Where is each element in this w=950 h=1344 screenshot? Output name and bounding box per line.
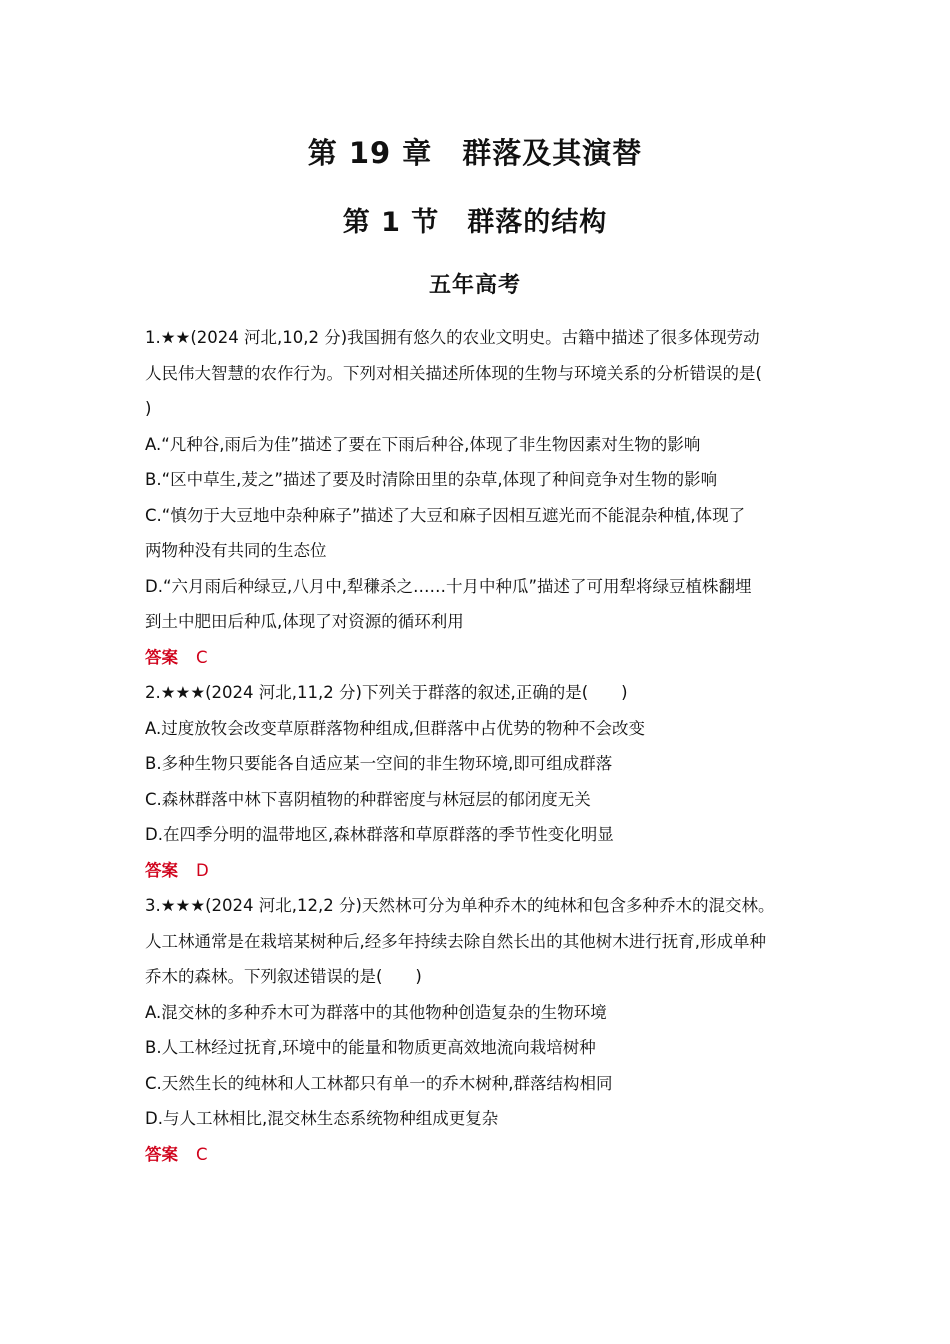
answer-value: C [196,647,208,667]
option-d: D.与人工林相比,混交林生态系统物种组成更复杂 [145,1109,499,1128]
option-b: B.人工林经过抚育,环境中的能量和物质更高效地流向栽培树种 [145,1038,596,1057]
question-stem-line: 1.★★(2024 河北,10,2 分)我国拥有悠久的农业文明史。古籍中描述了很多体现劳动 [145,328,760,347]
question-2 [145,675,810,888]
chapter-title: 第 19 章 群落及其演替 [307,136,643,170]
answer-value: C [196,1144,208,1164]
question-list [145,320,810,1172]
question-stem-line: 人工林通常是在栽培某树种后,经多年持续去除自然长出的其他树木进行抚育,形成单种 [145,931,766,951]
answer-line [145,1137,810,1173]
option-a: A.“凡种谷,雨后为佳”描述了要在下雨后种谷,体现了非生物因素对生物的影响 [145,434,701,454]
question-stem-line: 乔木的森林。下列叙述错误的是( ) [145,967,422,986]
question-1 [145,320,810,675]
option-d: D.在四季分明的温带地区,森林群落和草原群落的季节性变化明显 [145,825,614,844]
answer-value: D [196,860,209,880]
option-a: A.混交林的多种乔木可为群落中的其他物种创造复杂的生物环境 [145,1002,607,1022]
question-stem-line: 3.★★★(2024 河北,12,2 分)天然林可分为单种乔木的纯林和包含多种乔木的混交林。 [145,896,775,915]
option-b: B.“区中草生,茇之”描述了要及时清除田里的杂草,体现了种间竞争对生物的影响 [145,470,718,489]
option-c: C.“慎勿于大豆地中杂种麻子”描述了大豆和麻子因相互遮光而不能混杂种植,体现了 [145,505,746,525]
answer-label: 答案 [145,1144,178,1164]
section-title: 第 1 节 群落的结构 [342,207,608,238]
answer-label: 答案 [145,647,178,667]
option-c: C.森林群落中林下喜阴植物的种群密度与林冠层的郁闭度无关 [145,789,591,809]
answer-label: 答案 [145,860,178,880]
subsection-title: 五年高考 [428,273,521,298]
answer-line [145,640,810,676]
option-b: B.多种生物只要能各自适应某一空间的非生物环境,即可组成群落 [145,754,613,773]
question-stem-line: 人民伟大智慧的农作行为。下列对相关描述所体现的生物与环境关系的分析错误的是( [145,363,762,383]
option-a: A.过度放牧会改变草原群落物种组成,但群落中占优势的物种不会改变 [145,718,645,738]
option-d-continued: 到土中肥田后种瓜,体现了对资源的循环利用 [145,612,464,631]
question-stem-line: 2.★★★(2024 河北,11,2 分)下列关于群落的叙述,正确的是( ) [145,683,628,702]
answer-line [145,853,810,889]
option-c: C.天然生长的纯林和人工林都只有单一的乔木树种,群落结构相同 [145,1073,613,1093]
question-stem-line: ) [145,399,152,418]
question-3 [145,888,810,1172]
option-d: D.“六月雨后种绿豆,八月中,犁稴杀之……十月中种瓜”描述了可用犁将绿豆植株翻埋 [145,576,752,596]
option-c-continued: 两物种没有共同的生态位 [145,541,327,560]
